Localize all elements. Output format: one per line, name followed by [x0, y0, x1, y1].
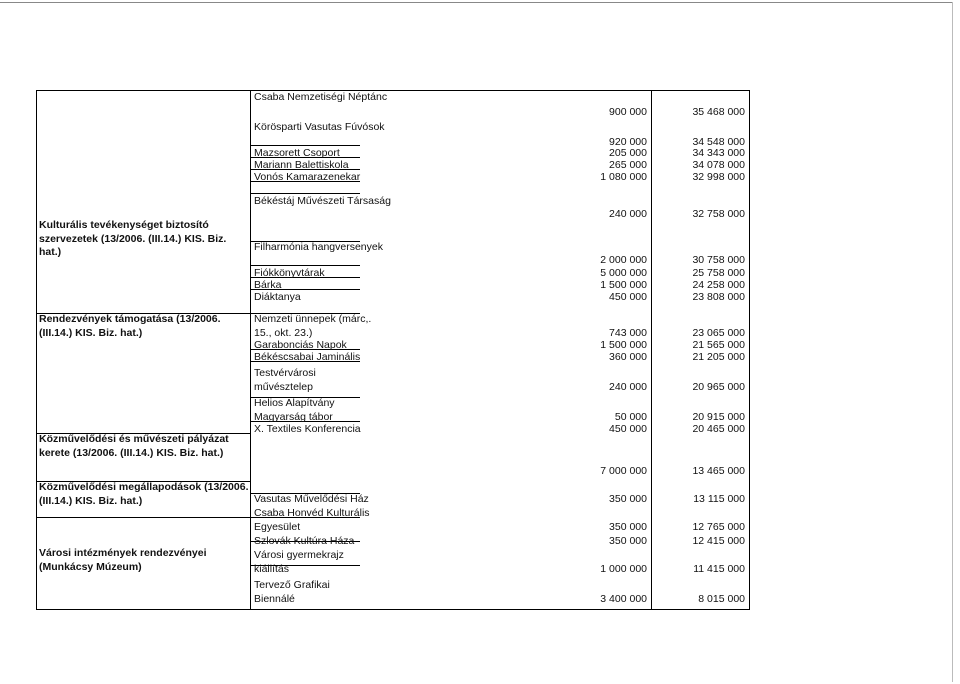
remaining-cell: 34 548 000 — [692, 136, 745, 148]
remaining-cell: 20 965 000 — [692, 381, 745, 393]
row-rule — [250, 193, 360, 194]
remaining-cell: 23 065 000 — [692, 327, 745, 339]
page-top-rule — [0, 2, 952, 3]
remaining-cell: 34 078 000 — [692, 159, 745, 171]
program-name: Diáktanya — [254, 291, 301, 303]
amount-cell: 1 500 000 — [600, 279, 647, 291]
amount-cell: 743 000 — [609, 327, 647, 339]
category-label: Kulturális tevékenységet biztosító szervezetek (13/2006. (III.14.) KIS. Biz. hat.) — [39, 219, 227, 258]
program-name: Fiókkönyvtárak — [254, 267, 325, 279]
amount-cell: 350 000 — [609, 493, 647, 505]
program-name: Mazsorett Csoport — [254, 147, 340, 159]
remaining-cell: 20 465 000 — [692, 423, 745, 435]
page-right-rule — [952, 2, 953, 682]
row-rule — [250, 265, 360, 266]
program-name: Csaba Honvéd Kulturális Egyesület — [254, 507, 370, 533]
amount-cell: 5 000 000 — [600, 267, 647, 279]
category-label: Rendezvények támogatása (13/2006. (III.14.) KIS. Biz. hat.) — [39, 313, 221, 339]
program-name: Nemzeti ünnepek (márc,. 15., okt. 23.) — [254, 313, 372, 339]
program-name: Békéscsabai Jaminális — [254, 351, 361, 363]
remaining-cell: 23 808 000 — [692, 291, 745, 303]
column-divider — [651, 91, 652, 609]
amount-cell: 3 400 000 — [600, 593, 647, 605]
budget-table — [36, 90, 750, 610]
remaining-cell: 21 565 000 — [692, 339, 745, 351]
amount-cell: 360 000 — [609, 351, 647, 363]
program-name: Bárka — [254, 279, 282, 291]
amount-cell: 265 000 — [609, 159, 647, 171]
program-name: Csaba Nemzetiségi Néptánc — [254, 91, 388, 103]
remaining-cell: 12 415 000 — [692, 535, 745, 547]
remaining-cell: 21 205 000 — [692, 351, 745, 363]
remaining-cell: 34 343 000 — [692, 147, 745, 159]
program-name: Békéstáj Művészeti Társaság — [254, 195, 391, 207]
program-name: Tervező Grafikai Biennálé — [254, 579, 330, 605]
remaining-cell: 20 915 000 — [692, 411, 745, 423]
program-name: Garabonciás Napok — [254, 339, 347, 351]
remaining-cell: 32 758 000 — [692, 208, 745, 220]
remaining-cell: 13 115 000 — [693, 493, 745, 505]
program-name: Mariann Balettiskola — [254, 159, 349, 171]
remaining-cell: 11 415 000 — [693, 563, 745, 575]
amount-cell: 1 500 000 — [600, 339, 647, 351]
amount-cell: 2 000 000 — [600, 254, 647, 266]
remaining-cell: 32 998 000 — [692, 171, 745, 183]
category-rule — [37, 517, 250, 518]
program-name: Városi gyermekrajz kiállítás — [254, 549, 344, 575]
program-name: Vasutas Művelődési Ház — [254, 493, 369, 505]
remaining-cell: 25 758 000 — [692, 267, 745, 279]
program-name: Körösparti Vasutas Fúvósok — [254, 121, 385, 133]
amount-cell: 240 000 — [609, 381, 647, 393]
category-label: Közművelődési megállapodások (13/2006. (III.14.) KIS. Biz. hat.) — [39, 481, 249, 507]
program-name: Vonós Kamarazenekar — [254, 171, 361, 183]
remaining-cell: 12 765 000 — [692, 521, 745, 533]
amount-cell: 450 000 — [609, 291, 647, 303]
category-label: Közművelődési és művészeti pályázat kerete (13/2006. (III.14.) KIS. Biz. hat.) — [39, 433, 229, 459]
remaining-cell: 13 465 000 — [692, 465, 745, 477]
amount-cell: 920 000 — [609, 136, 647, 148]
amount-cell: 7 000 000 — [600, 465, 647, 477]
program-name: X. Textiles Konferencia — [254, 423, 361, 435]
amount-cell: 450 000 — [609, 423, 647, 435]
remaining-cell: 35 468 000 — [692, 106, 745, 118]
row-rule — [250, 145, 360, 146]
program-name: Helios Alapítvány Magyarság tábor — [254, 397, 335, 423]
amount-cell: 350 000 — [609, 521, 647, 533]
remaining-cell: 24 258 000 — [692, 279, 745, 291]
amount-cell: 1 000 000 — [600, 563, 647, 575]
program-name: Testvérvárosi művésztelep — [254, 367, 316, 393]
category-label: Városi intézmények rendezvényei (Munkácsy Múzeum) — [39, 547, 207, 573]
program-name: Szlovák Kultúra Háza — [254, 535, 355, 547]
amount-cell: 240 000 — [609, 208, 647, 220]
remaining-cell: 30 758 000 — [692, 254, 745, 266]
remaining-cell: 8 015 000 — [698, 593, 745, 605]
amount-cell: 205 000 — [609, 147, 647, 159]
amount-cell: 1 080 000 — [600, 171, 647, 183]
amount-cell: 900 000 — [609, 106, 647, 118]
amount-cell: 350 000 — [609, 535, 647, 547]
program-name: Filharmónia hangversenyek — [254, 241, 383, 253]
amount-cell: 50 000 — [614, 411, 647, 423]
